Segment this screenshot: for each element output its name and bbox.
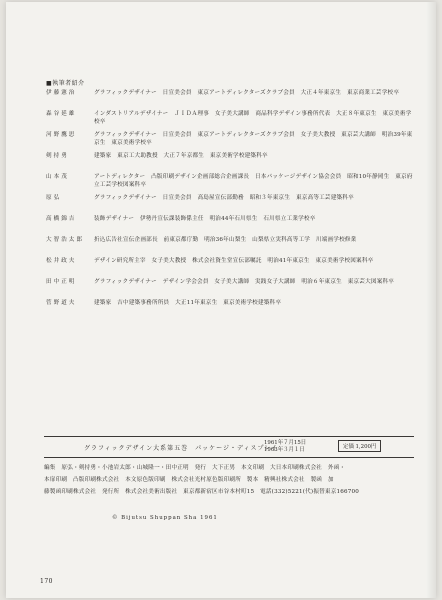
colophon-line: 編集 原弘・剣持勇・小池岩太郎・山城隆一・田中正明 発行 大下正男 本文印刷 大日本印刷株式会社 外函・ <box>44 465 346 471</box>
author-description: 装飾デザイナー 伊勢丹宣伝課装飾係主任 明治44年石川県生 石川県立工業学校卒 <box>94 216 316 222</box>
author-description: 建築家 吉中建築事務所所員 大正11年東京生 東京美術学校建築科卒 <box>94 300 282 306</box>
author-description: グラフィックデザイナー デザイン学会会員 女子美大講師 実践女子大講師 明治６年東京生 東京芸大図案科卒 <box>94 279 395 285</box>
colophon-line: 本扉印刷 凸版印刷株式会社 本文原色版印刷 株式会社光村原色版印刷所 製本 精興社株式会社 製函 加 <box>44 477 334 483</box>
author-entry <box>46 109 416 130</box>
colophon-line: 藤製函印刷株式会社 発行所 株式会社美術出版社 東京都新宿区市谷本村町15 電話(332)5221(代)振替東京166700 <box>44 489 360 495</box>
author-name: 高橋錦吉 <box>46 216 77 222</box>
author-name: 森谷延雄 <box>46 111 77 117</box>
author-name: 田中正明 <box>46 279 77 285</box>
author-name: 原弘 <box>46 195 62 201</box>
author-name: 剣持勇 <box>46 153 69 159</box>
price-box: 定価 1,200円 <box>338 440 381 452</box>
author-entry <box>46 88 416 109</box>
author-description: グラフィックデザイナー 日宣美会員 東京アートディレクターズクラブ会員 大正４年東京生 東京商業工芸学校卒 <box>94 90 400 96</box>
author-entry <box>46 151 416 172</box>
author-name: 大智浩太郎 <box>46 237 84 243</box>
colophon <box>44 436 414 498</box>
author-description: 折込広告社宣伝企画部長 前東京都庁勤 明治36年山梨生 山梨県立実科高等工学 川端画学校修業 <box>94 237 357 243</box>
author-entry <box>46 172 416 193</box>
author-name: 伊藤憲治 <box>46 90 77 96</box>
series-title: グラフィックデザイン大系第五巻 パッケージ・ディスプレイ <box>84 445 278 452</box>
page-edge-shadow <box>426 2 436 598</box>
issue-date: 1961年７月15日 <box>264 440 307 446</box>
section-heading: ■執筆者紹介 <box>46 80 85 87</box>
author-name: 松井政夫 <box>46 258 77 264</box>
author-name: 山本茂 <box>46 174 69 180</box>
author-description: インダストリアルデザイナー ＪＩＤＡ理事 女子美大講師 商品科学デザイン事務所代表 大正８年東京生 東京美術学校卒 <box>94 111 412 125</box>
page-number: 170 <box>40 578 53 585</box>
author-description: グラフィックデザイナー 日宣美会員 高島屋宣伝部勤務 昭和３年東京生 東京高等工芸建築科卒 <box>94 195 354 201</box>
author-entry <box>46 256 416 277</box>
author-description: デザイン研究所主宰 女子美大教授 株式会社資生堂宣伝部嘱託 明治41年東京生 東京美術学校図案科卒 <box>94 258 374 264</box>
print-date: 1963年３月１日 <box>264 447 305 453</box>
author-entry <box>46 193 416 214</box>
author-entry <box>46 235 416 256</box>
book-page <box>6 2 436 598</box>
colophon-credits <box>44 462 414 498</box>
author-entry <box>46 214 416 235</box>
author-description: アートディレクター 凸版印刷デザイン企画部総合企画課長 日本パッケージデザイン協会会員 昭和10年静岡生 東京府立工芸学校図案科卒 <box>94 174 413 188</box>
author-entry <box>46 130 416 151</box>
author-entry <box>46 277 416 298</box>
author-list <box>46 88 416 319</box>
author-entry <box>46 298 416 319</box>
copyright-notice: © Bijutsu Shuppan Sha 1961 <box>112 515 218 521</box>
publication-dates <box>264 440 306 454</box>
author-name: 菅野道夫 <box>46 300 77 306</box>
author-name: 河野鷹思 <box>46 132 77 138</box>
author-description: グラフィックデザイナー 日宣美会員 東京アートディレクターズクラブ会員 女子美大教授 東京芸大講師 明治39年東京生 東京美術学校卒 <box>94 132 413 146</box>
colophon-title-row <box>44 436 414 458</box>
author-description: 建築家 東京工大助教授 大正７年京都生 東京美術学校建築科卒 <box>94 153 268 159</box>
